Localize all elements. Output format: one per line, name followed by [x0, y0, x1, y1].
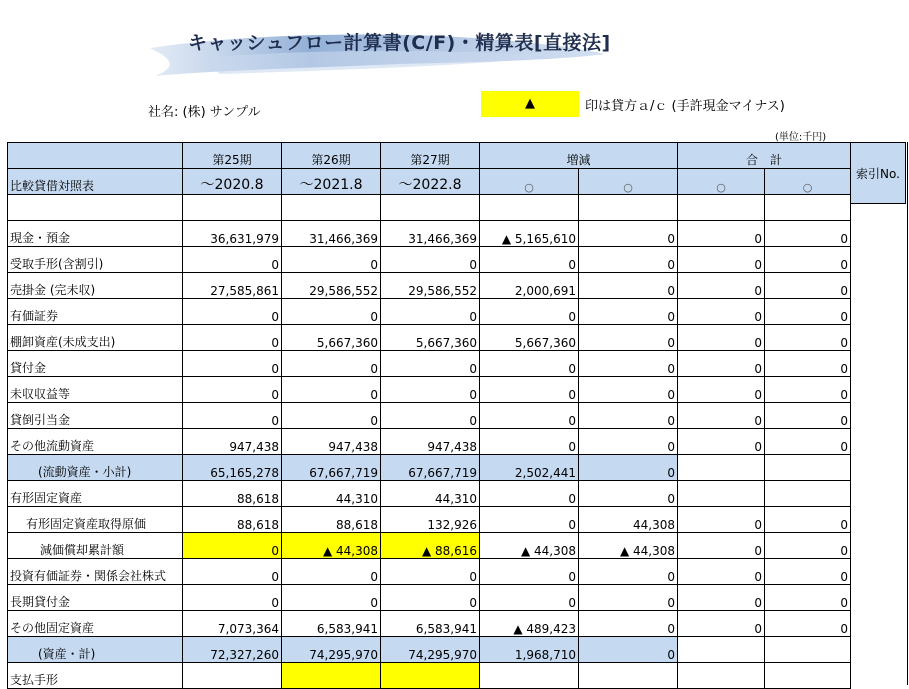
row-label[interactable]: 未収収益等: [8, 377, 183, 403]
table-row: [8, 377, 851, 403]
value-cell-t2[interactable]: 0: [765, 377, 851, 403]
value-cell-t2[interactable]: 0: [765, 429, 851, 455]
index-column: [850, 142, 908, 685]
value-cell-p25[interactable]: 947,438: [183, 429, 282, 455]
value-cell-c2[interactable]: 0: [579, 637, 678, 663]
value-cell-p25[interactable]: 65,165,278: [183, 455, 282, 481]
value-cell-inc[interactable]: 2,502,441: [480, 455, 579, 481]
value-cell-p26[interactable]: 0: [282, 403, 381, 429]
value-cell-t2[interactable]: [765, 637, 851, 663]
value-cell-p27[interactable]: 0: [381, 247, 480, 273]
row-label[interactable]: 投資有価証券・関係会社株式: [8, 559, 183, 585]
cell[interactable]: [480, 195, 579, 221]
period-header-27[interactable]: 第27期: [381, 143, 480, 169]
value-cell-t1[interactable]: 0: [678, 559, 765, 585]
value-cell-p25[interactable]: 7,073,364: [183, 611, 282, 637]
table-row: [8, 455, 851, 481]
table-row: [8, 533, 851, 559]
value-cell-inc[interactable]: 2,000,691: [480, 273, 579, 299]
value-cell-inc[interactable]: 5,667,360: [480, 325, 579, 351]
value-cell-p26[interactable]: 0: [282, 559, 381, 585]
total-sub-2[interactable]: ○: [765, 169, 851, 195]
value-cell-p27[interactable]: 74,295,970: [381, 637, 480, 663]
value-cell-t1[interactable]: 0: [678, 377, 765, 403]
value-cell-t1[interactable]: 0: [678, 403, 765, 429]
header-blank-cell[interactable]: [8, 143, 183, 169]
value-cell-c2[interactable]: 0: [579, 377, 678, 403]
value-cell-t1[interactable]: 0: [678, 299, 765, 325]
value-cell-p26[interactable]: 5,667,360: [282, 325, 381, 351]
value-cell-p26[interactable]: 44,310: [282, 481, 381, 507]
value-cell-c2[interactable]: 0: [579, 325, 678, 351]
cell[interactable]: [8, 195, 183, 221]
value-cell-p27[interactable]: 0: [381, 377, 480, 403]
table-row: [8, 247, 851, 273]
value-cell-p27[interactable]: 0: [381, 351, 480, 377]
value-cell-c2[interactable]: 0: [579, 611, 678, 637]
value-cell-p25[interactable]: 88,618: [183, 507, 282, 533]
row-label[interactable]: 支払手形: [8, 663, 183, 689]
value-cell-p25[interactable]: 0: [183, 299, 282, 325]
unit-label: (単位:千円): [775, 132, 827, 143]
row-label[interactable]: 有価証券: [8, 299, 183, 325]
value-cell-p25[interactable]: 36,631,979: [183, 221, 282, 247]
row-label[interactable]: 貸倒引当金: [8, 403, 183, 429]
value-cell-t1[interactable]: 0: [678, 585, 765, 611]
comparison-label[interactable]: 比較貸借対照表: [8, 169, 183, 195]
table-row: [8, 299, 851, 325]
value-cell-p25[interactable]: 0: [183, 351, 282, 377]
data-rows: [8, 221, 851, 689]
table-row: [8, 221, 851, 247]
increase-header[interactable]: 増減: [480, 143, 678, 169]
value-cell-c2[interactable]: 0: [579, 273, 678, 299]
table-row: [8, 273, 851, 299]
value-cell-t2[interactable]: 0: [765, 325, 851, 351]
table-row: [8, 611, 851, 637]
value-cell-inc[interactable]: 0: [480, 247, 579, 273]
value-cell-p25[interactable]: 27,585,861: [183, 273, 282, 299]
cell[interactable]: [282, 195, 381, 221]
period-header-26[interactable]: 第26期: [282, 143, 381, 169]
value-cell-t2[interactable]: 0: [765, 247, 851, 273]
value-cell-p25[interactable]: 0: [183, 325, 282, 351]
value-cell-t2[interactable]: 0: [765, 533, 851, 559]
value-cell-t2[interactable]: 0: [765, 585, 851, 611]
value-cell-t2[interactable]: [765, 455, 851, 481]
value-cell-p26[interactable]: 6,583,941: [282, 611, 381, 637]
value-cell-inc[interactable]: 0: [480, 559, 579, 585]
row-label[interactable]: 貸付金: [8, 351, 183, 377]
value-cell-t1[interactable]: 0: [678, 611, 765, 637]
value-cell-t2[interactable]: [765, 481, 851, 507]
table-row: [8, 637, 851, 663]
table-row: [8, 507, 851, 533]
table-row: [8, 481, 851, 507]
value-cell-p27[interactable]: 947,438: [381, 429, 480, 455]
value-cell-inc[interactable]: 0: [480, 351, 579, 377]
row-label[interactable]: 有形固定資産取得原価: [8, 507, 183, 533]
value-cell-c2[interactable]: ▲ 44,308: [579, 533, 678, 559]
value-cell-p27[interactable]: 5,667,360: [381, 325, 480, 351]
cell[interactable]: [183, 195, 282, 221]
cell[interactable]: [579, 195, 678, 221]
value-cell-t2[interactable]: 0: [765, 403, 851, 429]
row-label[interactable]: (資産・計): [8, 637, 183, 663]
value-cell-inc[interactable]: 0: [480, 481, 579, 507]
value-cell-p26[interactable]: 947,438: [282, 429, 381, 455]
value-cell-t1[interactable]: 0: [678, 247, 765, 273]
legend-symbol-cell[interactable]: ▲: [481, 91, 579, 117]
value-cell-p25[interactable]: 0: [183, 377, 282, 403]
value-cell-c2[interactable]: 0: [579, 455, 678, 481]
value-cell-t1[interactable]: [678, 455, 765, 481]
value-cell-p25[interactable]: 0: [183, 403, 282, 429]
value-cell-p26[interactable]: 0: [282, 585, 381, 611]
value-cell-p25[interactable]: 0: [183, 585, 282, 611]
value-cell-inc[interactable]: 0: [480, 429, 579, 455]
row-label[interactable]: 受取手形(含割引): [8, 247, 183, 273]
value-cell-inc[interactable]: 1,968,710: [480, 637, 579, 663]
table-row: [8, 325, 851, 351]
value-cell-p27[interactable]: 67,667,719: [381, 455, 480, 481]
value-cell-t2[interactable]: 0: [765, 507, 851, 533]
value-cell-c2[interactable]: 0: [579, 585, 678, 611]
value-cell-inc[interactable]: ▲ 5,165,610: [480, 221, 579, 247]
value-cell-p25[interactable]: 72,327,260: [183, 637, 282, 663]
increase-sub-2[interactable]: ○: [579, 169, 678, 195]
value-cell-t1[interactable]: 0: [678, 533, 765, 559]
value-cell-p27[interactable]: 132,926: [381, 507, 480, 533]
index-header[interactable]: 索引No.: [850, 142, 906, 204]
value-cell-p26[interactable]: 0: [282, 299, 381, 325]
value-cell-p25[interactable]: 0: [183, 559, 282, 585]
value-cell-t2[interactable]: 0: [765, 559, 851, 585]
value-cell-c2[interactable]: 0: [579, 403, 678, 429]
cell[interactable]: [381, 195, 480, 221]
row-label[interactable]: 現金・預金: [8, 221, 183, 247]
row-label[interactable]: 有形固定資産: [8, 481, 183, 507]
value-cell-p27[interactable]: 0: [381, 585, 480, 611]
value-cell-t1[interactable]: 0: [678, 507, 765, 533]
page-title: キャッシュフロー計算書(C/F)・精算表[直接法]: [188, 32, 611, 54]
total-header[interactable]: 合 計: [678, 143, 851, 169]
date-header-2022[interactable]: ～2022.8: [381, 169, 480, 195]
sheet-title-area: [140, 18, 610, 80]
value-cell-p26[interactable]: 29,586,552: [282, 273, 381, 299]
value-cell-t2[interactable]: 0: [765, 221, 851, 247]
value-cell-p26[interactable]: 74,295,970: [282, 637, 381, 663]
value-cell-inc[interactable]: ▲ 489,423: [480, 611, 579, 637]
value-cell-t1[interactable]: [678, 481, 765, 507]
value-cell-inc[interactable]: 0: [480, 507, 579, 533]
value-cell-p27[interactable]: 6,583,941: [381, 611, 480, 637]
row-label[interactable]: その他流動資産: [8, 429, 183, 455]
value-cell-inc[interactable]: 0: [480, 299, 579, 325]
value-cell-p26[interactable]: 0: [282, 247, 381, 273]
table-row: [8, 351, 851, 377]
value-cell-t2[interactable]: 0: [765, 299, 851, 325]
value-cell-c2[interactable]: 0: [579, 247, 678, 273]
value-cell-p27[interactable]: ▲ 88,616: [381, 533, 480, 559]
blank-row: [8, 195, 851, 221]
period-header-25[interactable]: 第25期: [183, 143, 282, 169]
value-cell-t1[interactable]: 0: [678, 429, 765, 455]
value-cell-c2[interactable]: 0: [579, 481, 678, 507]
value-cell-p27[interactable]: 0: [381, 299, 480, 325]
value-cell-p26[interactable]: 88,618: [282, 507, 381, 533]
value-cell-p27[interactable]: 44,310: [381, 481, 480, 507]
value-cell-c2[interactable]: 44,308: [579, 507, 678, 533]
value-cell-p25[interactable]: 0: [183, 533, 282, 559]
value-cell-t2[interactable]: 0: [765, 611, 851, 637]
value-cell-p26[interactable]: 0: [282, 351, 381, 377]
value-cell-p27[interactable]: 29,586,552: [381, 273, 480, 299]
row-label[interactable]: 減価償却累計額: [8, 533, 183, 559]
increase-sub-1[interactable]: ○: [480, 169, 579, 195]
value-cell-p26[interactable]: 67,667,719: [282, 455, 381, 481]
row-label[interactable]: 売掛金 (完未収): [8, 273, 183, 299]
value-cell-inc[interactable]: 0: [480, 585, 579, 611]
balance-sheet-grid: [7, 142, 851, 689]
table-row: [8, 429, 851, 455]
value-cell-t1[interactable]: 0: [678, 325, 765, 351]
value-cell-inc[interactable]: 0: [480, 403, 579, 429]
value-cell-p25[interactable]: 88,618: [183, 481, 282, 507]
table-row: [8, 403, 851, 429]
value-cell-t1[interactable]: [678, 637, 765, 663]
value-cell-c2[interactable]: 0: [579, 559, 678, 585]
value-cell-t1[interactable]: 0: [678, 351, 765, 377]
value-cell-p27[interactable]: 0: [381, 403, 480, 429]
value-cell-p27[interactable]: 31,466,369: [381, 221, 480, 247]
value-cell-c2[interactable]: 0: [579, 221, 678, 247]
legend-description: 印は貸方ａ/ｃ (手許現金マイナス): [585, 99, 785, 114]
value-cell-p27[interactable]: 0: [381, 559, 480, 585]
value-cell-t2[interactable]: 0: [765, 273, 851, 299]
row-label[interactable]: 長期貸付金: [8, 585, 183, 611]
table-row: [8, 585, 851, 611]
table-row: [8, 559, 851, 585]
value-cell-c2[interactable]: 0: [579, 351, 678, 377]
total-sub-1[interactable]: ○: [678, 169, 765, 195]
value-cell-inc[interactable]: 0: [480, 377, 579, 403]
value-cell-p26[interactable]: ▲ 44,308: [282, 533, 381, 559]
header-row-2: [8, 169, 851, 195]
date-header-2021[interactable]: ～2021.8: [282, 169, 381, 195]
value-cell-inc[interactable]: ▲ 44,308: [480, 533, 579, 559]
value-cell-t1[interactable]: 0: [678, 221, 765, 247]
value-cell-c2[interactable]: 0: [579, 429, 678, 455]
value-cell-p26[interactable]: 31,466,369: [282, 221, 381, 247]
value-cell-p26[interactable]: 0: [282, 377, 381, 403]
row-label[interactable]: (流動資産・小計): [8, 455, 183, 481]
row-label[interactable]: 棚卸資産(未成支出): [8, 325, 183, 351]
header-row-1: [8, 143, 851, 169]
value-cell-t1[interactable]: 0: [678, 273, 765, 299]
value-cell-t2[interactable]: 0: [765, 351, 851, 377]
cell[interactable]: [765, 195, 851, 221]
cell[interactable]: [678, 195, 765, 221]
value-cell-p25[interactable]: 0: [183, 247, 282, 273]
date-header-2020[interactable]: ～2020.8: [183, 169, 282, 195]
row-label[interactable]: その他固定資産: [8, 611, 183, 637]
company-name: 社名: (株) サンプル: [148, 105, 261, 120]
value-cell-c2[interactable]: 0: [579, 299, 678, 325]
